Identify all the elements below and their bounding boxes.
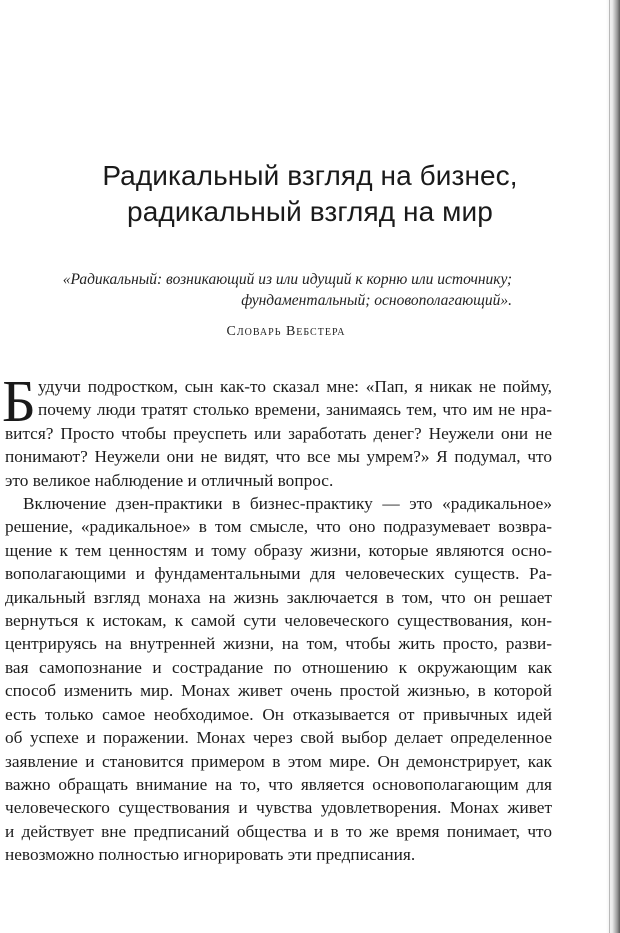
text-line: вится? Просто чтобы преуспеть или заработать денег? Неужели они не: [5, 423, 552, 443]
text-line: человеческого существования и чувства удовлетворения. Монах живет: [5, 798, 552, 818]
text-line: центрируясь на внутренней жизни, на том, чтобы жить просто, разви-: [5, 634, 552, 654]
chapter-title-line: Радикальный взгляд на бизнес,: [102, 160, 518, 191]
text-line: есть только самое необходимое. Он отказывается от привычных идей: [5, 704, 552, 724]
paragraph: [5, 375, 552, 492]
text-line: понимают? Неужели они не видят, что все мы умрем?» Я подумал, что: [5, 447, 552, 467]
epigraph-line: «Радикальный: возникающий из или идущий к корню или источнику;: [62, 271, 512, 288]
text-line: это великое наблюдение и отличный вопрос.: [5, 470, 334, 490]
epigraph-source: Словарь Вебстера: [226, 324, 346, 339]
text-line: и действует вне предписаний общества и в то же время понимает, что: [5, 821, 552, 841]
page-edge-shadow: [606, 0, 620, 933]
text-line: вополагающими и фундаментальными для человеческих существ. Ра-: [5, 564, 552, 584]
text-line: удучи подростком, сын как-то сказал мне: «Пап, я никак не пойму,: [38, 377, 552, 396]
epigraph-line: фундаментальный; основополагающий».: [241, 292, 512, 309]
drop-cap: Б: [2, 368, 36, 434]
text-line: дикальный взгляд монаха на жизнь заключается в том, что он решает: [5, 587, 552, 607]
paragraph: [5, 492, 552, 867]
epigraph-quote: [20, 269, 512, 311]
text-line: невозможно полностью игнорировать эти предписания.: [5, 845, 416, 865]
text-line: вая самопознание и сострадание по отношению к окружающим как: [5, 657, 552, 677]
text-line: почему люди тратят столько времени, занимаясь тем, что им не нра-: [38, 400, 552, 420]
text-line: решение, «радикальное» в том смысле, что оно подразумевает возвра-: [5, 517, 552, 537]
chapter-title: [40, 158, 580, 230]
text-line: об успехе и поражении. Монах через свой выбор делает определенное: [5, 728, 552, 748]
text-line: щение к тем ценностям и тому образу жизни, которые являются осно-: [5, 540, 552, 560]
text-line: вернуться к истокам, к самой сути человеческого существования, кон-: [5, 611, 552, 631]
text-line: важно обращать внимание на то, что является основополагающим для: [5, 774, 552, 794]
text-line: способ изменить мир. Монах живет очень простой жизнью, в которой: [5, 681, 552, 701]
text-line: заявление и становится примером в этом мире. Он демонстрирует, как: [5, 751, 552, 771]
chapter-title-line: радикальный взгляд на мир: [127, 196, 493, 227]
text-line: Включение дзен-практики в бизнес-практику — это «радикальное»: [23, 494, 552, 514]
body-text: [5, 375, 552, 867]
